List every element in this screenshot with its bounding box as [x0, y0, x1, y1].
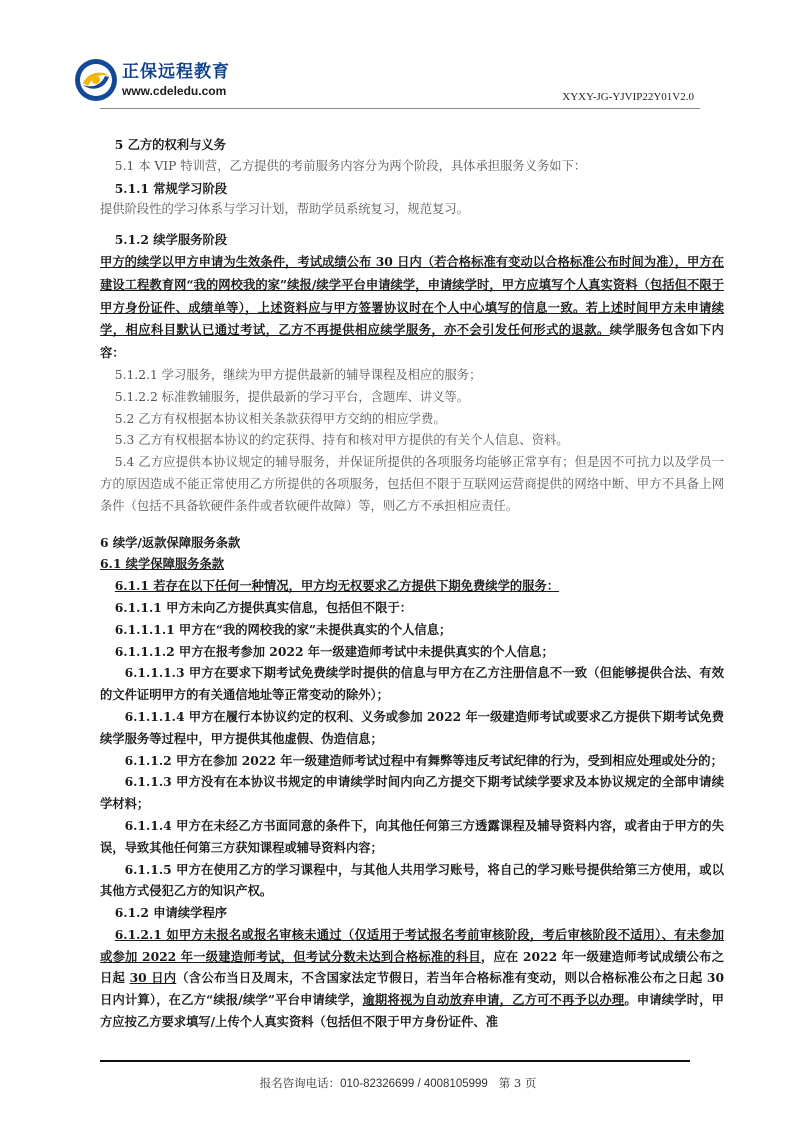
heading-5-1-2: 5.1.2 续学服务阶段	[114, 232, 228, 248]
spacer	[100, 518, 724, 532]
clause-5-1-2-1: 5.1.2.1 学习服务，继续为甲方提供最新的辅导课程及相应的服务；	[114, 367, 482, 382]
heading-6-1-2: 6.1.2 申请续学程序	[114, 905, 228, 921]
document-body	[100, 134, 724, 1033]
clause-6-1-2-1: 6.1.2.1 如甲方未报名或报名审核未通过（仅适用于考试报名考前审核阶段，考后审核阶段不适用）、有未参加或参加 2022 年一级建造师考试，但考试分数未达到合格标准的科目，应在 2022 年一级建造师考试成绩公布之日起 30 日内（含公布当日及周末，不含国家法定节假日，若当年合格标准有变动，则以合格标准公布之日起 30 日内计算），在乙方“续报/续学”平台申请续学，逾期将视为自动放弃申请，乙方可不再予以办理。申请续学时，甲方应按乙方要求填写/上传个人真实资料（包括但不限于甲方身份证件、准	[100, 926, 725, 1030]
clause-6-1-1-1-3: 6.1.1.1.3 甲方在要求下期考试免费续学时提供的信息与甲方在乙方注册信息不一致（但能够提供合法、有效的文件证明甲方的有关通信地址等正常变动的除外）；	[100, 665, 724, 703]
heading-6-1: 6.1 续学保障服务条款	[100, 556, 225, 572]
header-divider	[100, 108, 700, 109]
clause-6-1-1-1-4: 6.1.1.1.4 甲方在履行本协议约定的权利、义务或参加 2022 年一级建造师考试或要求乙方提供下期考试免费续学服务等过程中，甲方提供其他虚假、伪造信息；	[100, 708, 724, 746]
footer-label: 报名咨询电话：	[259, 1076, 341, 1090]
clause-6-1-1-1: 6.1.1.1 甲方未向乙方提供真实信息，包括但不限于：	[114, 599, 413, 615]
page-number: 第 3 页	[498, 1076, 537, 1090]
brand-name: 正保远程教育	[122, 62, 230, 82]
spacer	[100, 221, 724, 229]
renewal-content-intro: 续学服务包含如下内容：	[100, 322, 724, 361]
footer-divider	[100, 1060, 690, 1062]
brand-url: www.cdeledu.com	[122, 84, 227, 98]
clause-6-1-1-4: 6.1.1.4 甲方在未经乙方书面同意的条件下，向其他任何第三方透露课程及辅导资料内容，或者由于甲方的失误，导致其他任何第三方获知课程或辅导资料内容；	[100, 817, 724, 855]
page-footer	[0, 1075, 796, 1091]
cdeledu-logo-icon	[74, 58, 118, 102]
clause-6-1-1-5: 6.1.1.5 甲方在使用乙方的学习课程中，与其他人共用学习账号，将自己的学习账号提供给第三方使用，或以其他方式侵犯乙方的知识产权。	[100, 861, 724, 899]
clause-6-1-1-1-1: 6.1.1.1.1 甲方在“我的网校我的家”未提供真实的个人信息；	[114, 621, 452, 637]
footer-phones: 010-82326699 / 4008105999	[340, 1078, 488, 1090]
section-5-title: 5 乙方的权利与义务	[114, 137, 226, 152]
renewal-condition-text: 甲方的续学以甲方申请为生效条件，考试成绩公布 30 日内（若合格标准有变动以合格标准公布时间为准），甲方在建设工程教育网“我的网校我的家”续报/续学平台申请续学，申请续学时，甲方应填写个人真实资料（包括但不限于甲方身份证件、成绩单等），上述资料应与甲方签署协议时在个人中心填写的信息一致。若上述时间甲方未申请续学，相应科目默认已通过考试，乙方不再提供相应续学服务，亦不会引发任何形式的退款。	[100, 253, 724, 338]
clause-5-1-1: 提供阶段性的学习体系与学习计划，帮助学员系统复习，规范复习。	[100, 202, 469, 217]
clause-6-1-1: 6.1.1 若存在以下任何一种情况，甲方均无权要求乙方提供下期免费续学的服务：	[114, 578, 560, 594]
clause-5-3: 5.3 乙方有权根据本协议的约定获得、持有和核对甲方提供的有关个人信息、资料。	[114, 433, 569, 448]
clause-5-1-2	[100, 251, 724, 365]
brand-block	[122, 62, 230, 99]
clause-5-4: 5.4 乙方应提供本协议规定的辅导服务，并保证所提供的各项服务均能够正常享有；但是因不可抗力以及学员一方的原因造成不能正常使用乙方所提供的各项服务，包括但不限于互联网运营商提供的网络中断、甲方不具备上网条件（包括不具备软硬件条件或者软硬件故障）等，则乙方不承担相应责任。	[100, 455, 724, 513]
heading-5-1-1: 5.1.1 常规学习阶段	[114, 180, 228, 196]
clause-5-2: 5.2 乙方有权根据本协议相关条款获得甲方交纳的相应学费。	[114, 411, 446, 426]
clause-6-1-1-1-2: 6.1.1.1.2 甲方在报考参加 2022 年一级建造师考试中未提供真实的个人信息；	[114, 643, 554, 659]
clause-6-1-1-2: 6.1.1.2 甲方在参加 2022 年一级建造师考试过程中有舞弊等违反考试纪律的行为，受到相应处理或处分的；	[124, 752, 723, 768]
section-6-title: 6 续学/返款保障服务条款	[100, 534, 241, 550]
clause-5-1: 5.1 本 VIP 特训营，乙方提供的考前服务内容分为两个阶段，具体承担服务义务如下：	[114, 158, 587, 173]
clause-5-1-2-2: 5.1.2.2 标准教辅服务，提供最新的学习平台，含题库、讲义等。	[114, 389, 470, 404]
document-code: XYXY-JG-YJVIP22Y01V2.0	[562, 91, 694, 103]
clause-6-1-1-3: 6.1.1.3 甲方没有在本协议书规定的申请续学时间内向乙方提交下期考试续学要求及本协议规定的全部申请续学材料；	[100, 774, 724, 812]
